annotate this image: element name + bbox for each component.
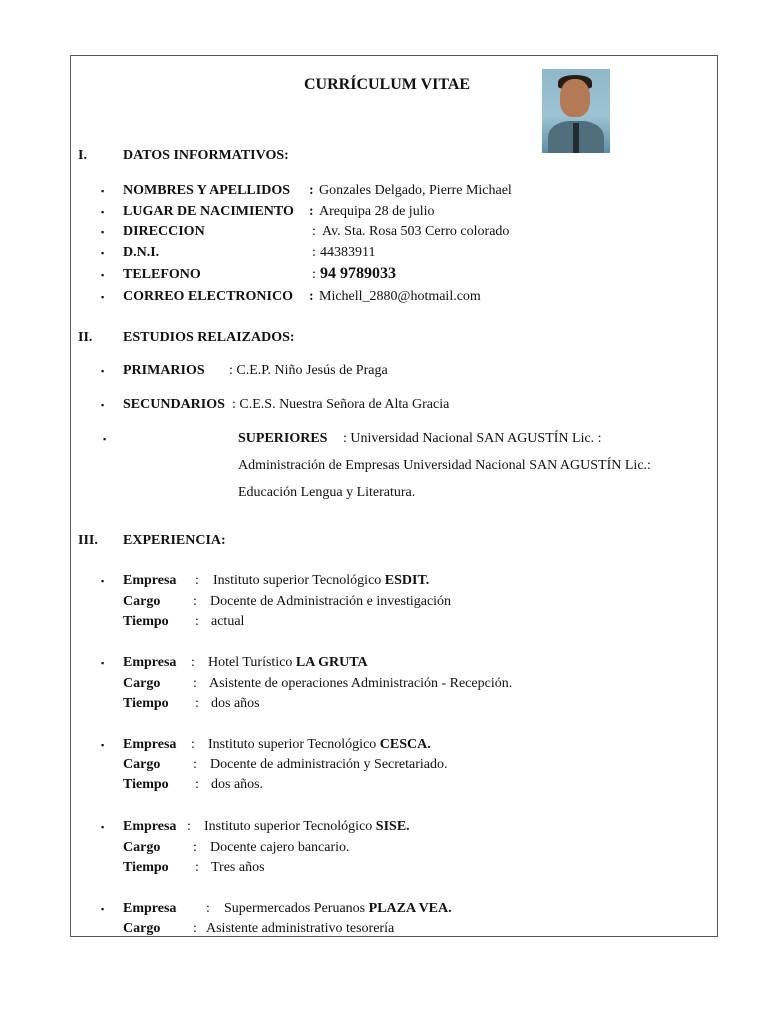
bullet: ▪	[103, 434, 107, 444]
colon: :	[191, 655, 195, 670]
colon: :	[309, 183, 314, 198]
value-cargo: Docente de administración y Secretariado.	[210, 757, 448, 772]
colon: :	[309, 289, 314, 304]
label-empresa: Empresa	[123, 819, 177, 834]
value-tiempo: dos años	[211, 696, 260, 711]
colon: :	[195, 573, 199, 588]
label-tiempo: Tiempo	[123, 860, 169, 875]
colon: :	[195, 860, 199, 875]
bullet: ▪	[101, 186, 105, 196]
label-cargo: Cargo	[123, 840, 161, 855]
value-cargo: Asistente de operaciones Administración - Recepción.	[209, 676, 513, 691]
value-cargo: Asistente administrativo tesorería	[206, 921, 395, 936]
colon: :	[312, 267, 316, 282]
label-lugar: LUGAR DE NACIMIENTO	[123, 204, 294, 219]
value-empresa: Instituto superior Tecnológico CESCA.	[208, 737, 431, 752]
label-cargo: Cargo	[123, 594, 161, 609]
colon: :	[195, 696, 199, 711]
value-tiempo: Tres años	[211, 860, 265, 875]
value-empresa: Supermercados Peruanos PLAZA VEA.	[224, 901, 452, 916]
bullet: ▪	[101, 576, 105, 586]
value-empresa: Hotel Turístico LA GRUTA	[208, 655, 368, 670]
bullet: ▪	[101, 270, 105, 280]
label-dni: D.N.I.	[123, 245, 160, 260]
label-direccion: DIRECCION	[123, 224, 205, 239]
label-tiempo: Tiempo	[123, 696, 169, 711]
bullet: ▪	[101, 658, 105, 668]
value-superiores-3: Educación Lengua y Literatura.	[238, 485, 416, 500]
label-cargo: Cargo	[123, 757, 161, 772]
label-empresa: Empresa	[123, 655, 177, 670]
value-empresa: Instituto superior Tecnológico ESDIT.	[213, 573, 430, 588]
label-empresa: Empresa	[123, 737, 177, 752]
label-empresa: Empresa	[123, 901, 177, 916]
value-correo: Michell_2880@hotmail.com	[319, 289, 481, 304]
section-title-experiencia: EXPERIENCIA:	[123, 533, 226, 548]
bullet: ▪	[101, 227, 105, 237]
section-title-estudios: ESTUDIOS RELAIZADOS:	[123, 330, 295, 345]
bullet: ▪	[101, 904, 105, 914]
label-primarios: PRIMARIOS	[123, 363, 205, 378]
label-correo: CORREO ELECTRONICO	[123, 289, 293, 304]
label-tiempo: Tiempo	[123, 777, 169, 792]
label-tiempo: Tiempo	[123, 614, 169, 629]
value-tiempo: dos años.	[211, 777, 264, 792]
bullet: ▪	[101, 207, 105, 217]
section-number-3: III.	[78, 533, 98, 548]
colon: :	[193, 840, 197, 855]
colon: :	[195, 614, 199, 629]
label-secundarios: SECUNDARIOS	[123, 397, 225, 412]
label-cargo: Cargo	[123, 676, 161, 691]
label-cargo: Cargo	[123, 921, 161, 936]
bullet: ▪	[101, 366, 105, 376]
colon: :	[187, 819, 191, 834]
colon: :	[206, 901, 210, 916]
value-cargo: Docente cajero bancario.	[210, 840, 350, 855]
value-superiores-2: Administración de Empresas Universidad Nacional SAN AGUSTÍN Lic.:	[238, 458, 651, 473]
bullet: ▪	[101, 248, 105, 258]
colon: :	[312, 245, 316, 260]
colon: :	[191, 737, 195, 752]
section-number-2: II.	[78, 330, 93, 345]
value-primarios: : C.E.P. Niño Jesús de Praga	[229, 363, 388, 378]
bullet: ▪	[101, 400, 105, 410]
colon: :	[193, 594, 197, 609]
label-superiores: SUPERIORES	[238, 431, 328, 446]
value-empresa: Instituto superior Tecnológico SISE.	[204, 819, 410, 834]
value-secundarios: : C.E.S. Nuestra Señora de Alta Gracia	[232, 397, 450, 412]
colon: :	[193, 757, 197, 772]
label-nombres: NOMBRES Y APELLIDOS	[123, 183, 290, 198]
bullet: ▪	[101, 740, 105, 750]
colon: :	[195, 777, 199, 792]
value-cargo: Docente de Administración e investigación	[210, 594, 452, 609]
value-dni: 44383911	[320, 245, 376, 260]
colon: :	[312, 224, 316, 239]
colon: :	[193, 676, 197, 691]
label-empresa: Empresa	[123, 573, 177, 588]
section-number-1: I.	[78, 148, 87, 163]
document-title: CURRÍCULUM VITAE	[304, 76, 471, 93]
value-telefono: 94 9789033	[320, 265, 396, 282]
profile-photo	[542, 69, 610, 153]
value-direccion: Av. Sta. Rosa 503 Cerro colorado	[322, 224, 510, 239]
bullet: ▪	[101, 822, 105, 832]
bullet: ▪	[101, 292, 105, 302]
value-superiores-1: : Universidad Nacional SAN AGUSTÍN Lic. :	[343, 431, 602, 446]
section-title-datos: DATOS INFORMATIVOS:	[123, 148, 289, 163]
value-nombres: Gonzales Delgado, Pierre Michael	[319, 183, 512, 198]
colon: :	[193, 921, 197, 936]
label-telefono: TELEFONO	[123, 267, 201, 282]
colon: :	[309, 204, 314, 219]
value-lugar: Arequipa 28 de julio	[319, 204, 435, 219]
value-tiempo: actual	[211, 614, 245, 629]
